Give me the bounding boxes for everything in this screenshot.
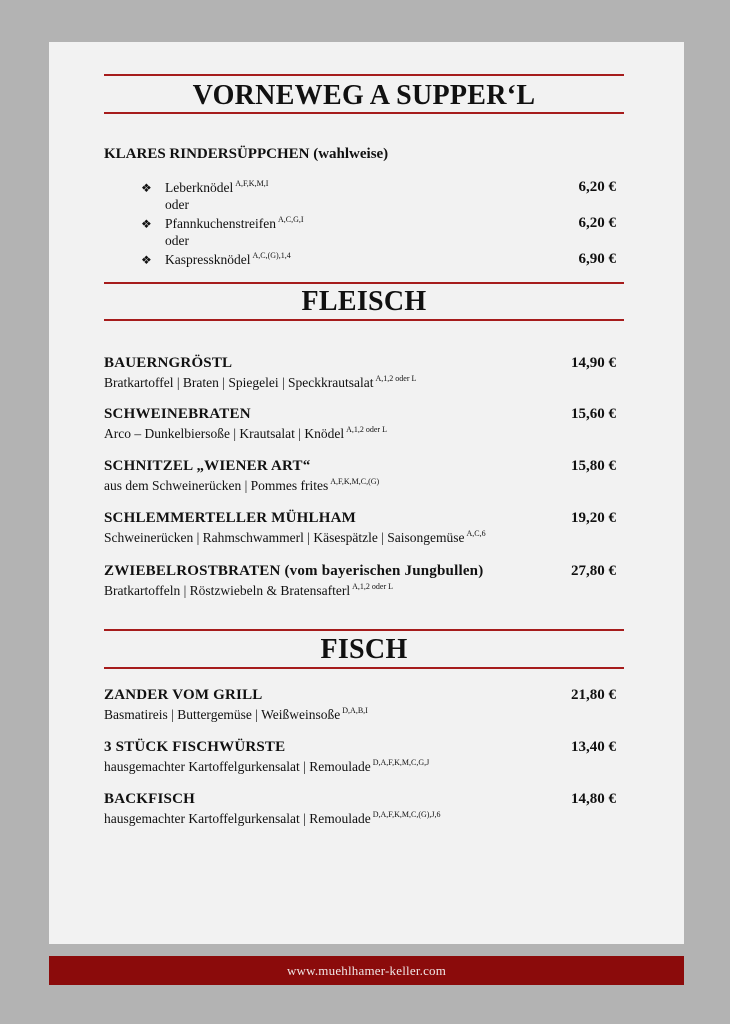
dish-price: 21,80 € [571,687,616,703]
section-rule-bottom [104,112,624,114]
soup-option-price: 6,20 € [578,179,616,195]
dish-price: 15,80 € [571,458,616,474]
allergen-codes: D,A,F,K,M,C,(G),J,6 [372,810,441,819]
dish-description: Schweinerücken | Rahmschwammerl | Käsespätzle | Saisongemüse $^{A,C,6}$ [104,529,486,545]
dish-name: ZWIEBELROSTBRATEN (vom bayerischen Jungbullen) [104,563,484,579]
dish-description: Bratkartoffeln | Röstzwiebeln & Bratensafterl $^{A,1,2 oder L}$ [104,582,394,598]
section-heading-soup: VORNEWEG A SUPPER‘L [192,80,536,111]
option-connector: oder [165,233,189,248]
dish-name: BAUERNGRÖSTL [104,355,233,371]
section-rule-top [104,282,624,284]
soup-option [141,215,304,232]
dish-name: ZANDER VOM GRILL [104,687,263,703]
soup-option-price: 6,20 € [578,215,616,231]
soup-option-name: Pfannkuchenstreifen [165,216,276,231]
allergen-codes: A,1,2 oder L [352,582,394,591]
section-heading-meat: FLEISCH [301,286,427,317]
dish-name: 3 STÜCK FISCHWÜRSTE [104,739,286,755]
diamond-bullet-icon: ❖ [141,217,152,231]
allergen-codes: A,C,G,I [277,215,304,224]
allergen-codes: D,A,F,K,M,C,G,J [372,758,430,767]
dish-price: 15,60 € [571,406,616,422]
allergen-codes: A,F,K,M,I [235,179,269,188]
allergen-codes: A,C,6 [466,529,486,538]
dish-description: Arco – Dunkelbiersoße | Krautsalat | Knödel $^{A,1,2 oder L}$ [104,425,387,441]
dish-name: BACKFISCH [104,791,195,807]
diamond-bullet-icon: ❖ [141,181,152,195]
section-heading-fish: FISCH [320,634,408,665]
dish-description: hausgemachter Kartoffelgurkensalat | Remoulade $^{D,A,F,K,M,C,(G),J,6}$ [104,810,441,826]
dish-description: Bratkartoffel | Braten | Spiegelei | Speckkrautsalat $^{A,1,2 oder L}$ [104,374,417,390]
dish-description: Basmatireis | Buttergemüse | Weißweinsoße $^{D,A,B,I}$ [104,706,368,722]
section-rule-bottom [104,667,624,669]
allergen-codes: D,A,B,I [342,706,368,715]
allergen-codes: A,1,2 oder L [375,374,417,383]
soup-option-name: Leberknödel [165,180,234,195]
option-connector: oder [165,197,189,212]
soup-title: KLARES RINDERSÜPPCHEN (wahlweise) [104,146,389,162]
soup-option [141,179,268,196]
dish-name: SCHLEMMERTELLER MÜHLHAM [104,510,357,526]
section-rule-bottom [104,319,624,321]
dish-price: 14,80 € [571,791,616,807]
section-rule-top [104,74,624,76]
soup-option [141,251,291,268]
allergen-codes: A,C,(G),1,4 [252,251,291,260]
dish-name: SCHWEINEBRATEN [104,406,251,422]
diamond-bullet-icon: ❖ [141,253,152,267]
allergen-codes: A,F,K,M,C,(G) [330,477,380,486]
dish-price: 13,40 € [571,739,616,755]
footer-bar [49,956,684,985]
website-link[interactable]: www.muehlhamer-keller.com [286,963,447,978]
soup-option-name: Kaspressknödel [165,252,251,267]
dish-name: SCHNITZEL „WIENER ART“ [104,458,311,474]
section-rule-top [104,629,624,631]
allergen-codes: A,1,2 oder L [346,425,387,434]
soup-option-price: 6,90 € [578,251,616,267]
dish-description: aus dem Schweinerücken | Pommes frites $^{A,F,K,M,C,(G)}$ [104,477,380,493]
dish-price: 19,20 € [571,510,616,526]
dish-price: 27,80 € [571,563,616,579]
dish-price: 14,90 € [571,355,616,371]
dish-description: hausgemachter Kartoffelgurkensalat | Remoulade $^{D,A,F,K,M,C,G,J}$ [104,758,430,774]
